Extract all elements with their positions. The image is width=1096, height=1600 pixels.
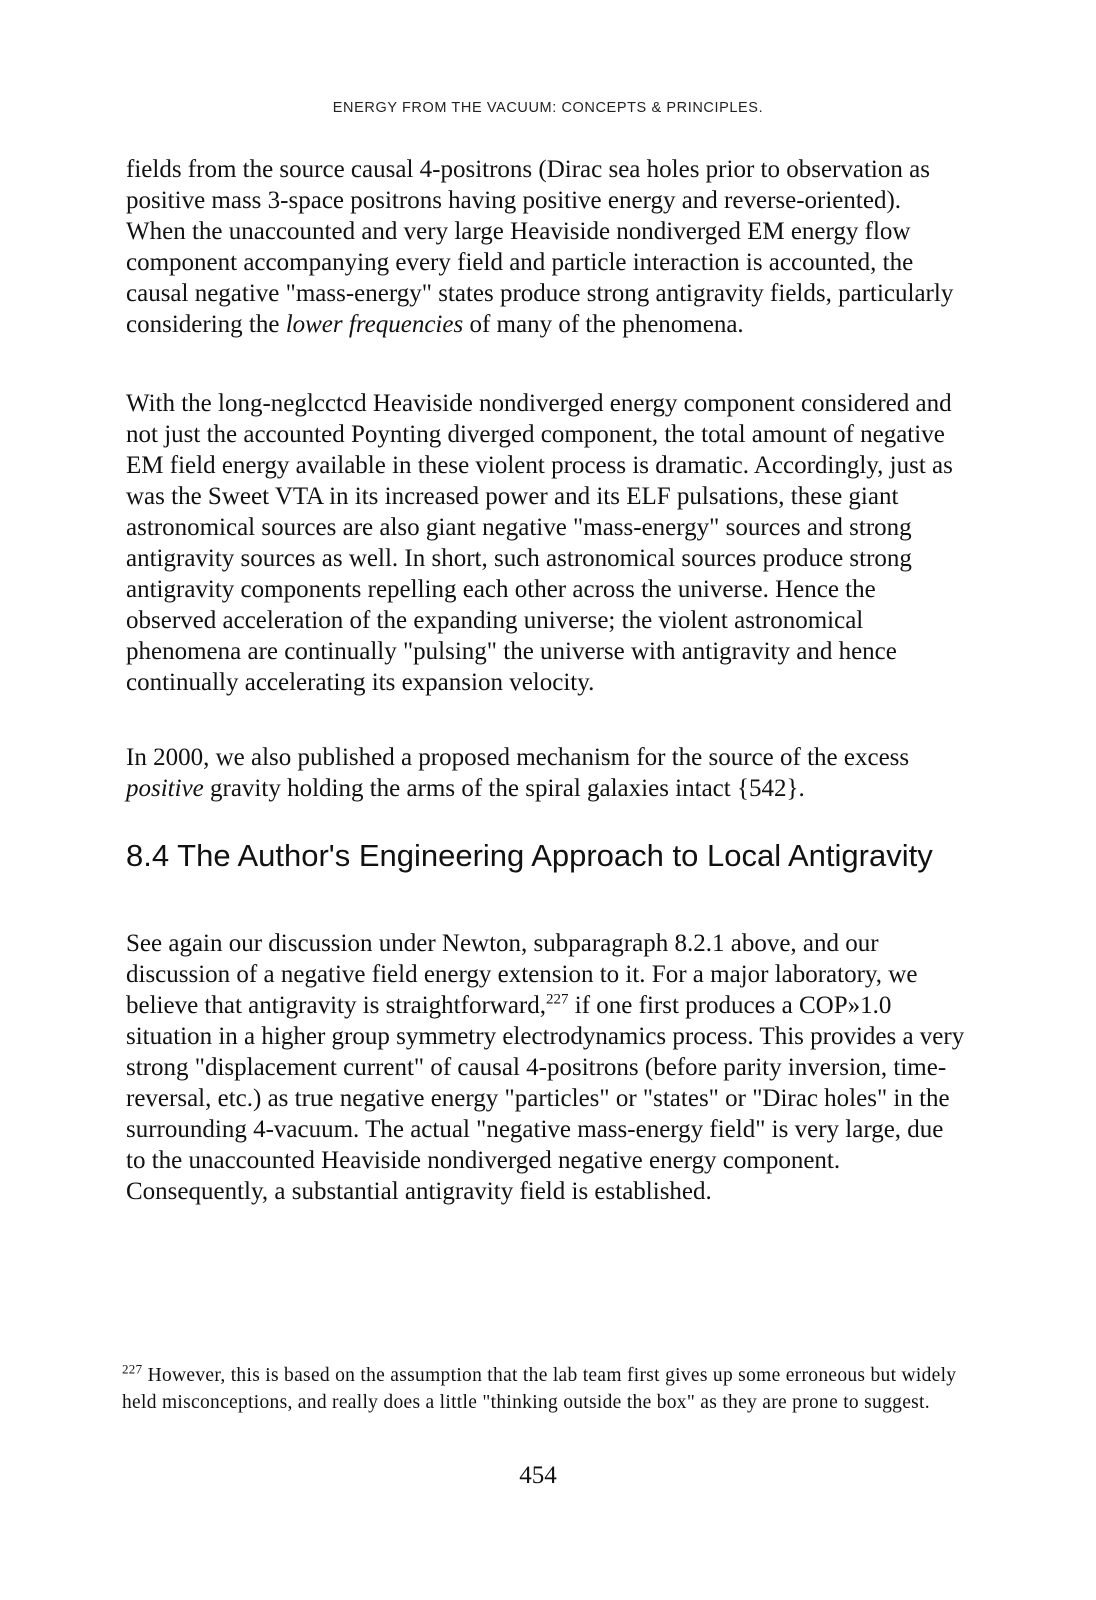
paragraph-1: [126, 154, 966, 340]
footnote: [122, 1362, 972, 1416]
footnote-number: 227: [122, 1361, 143, 1377]
footnote-reference: 227: [546, 991, 569, 1008]
paragraph-4-text-b: if one first produces a COP»1.0 situation in a higher group symmetry electrodynamics process. This provides a very strong "displacement current" of causal 4-positrons (before parity inversion, time-reversal, etc.) as true negative energy "particles" or "states" or "Dirac holes" in the surrounding 4-vacuum. The actual "negative mass-energy field" is very large, due to the unaccounted Heaviside nondiverged negative energy component. Consequently, a substantial antigravity field is established.: [126, 992, 965, 1205]
paragraph-4-text-a: See again our discussion under Newton, subparagraph 8.2.1 above, and our discussion of a negative field energy extension to it. For a major laboratory, we believe that antigravity is straightforward,: [126, 930, 918, 1019]
paragraph-1-text-a: fields from the source causal 4-positrons (Dirac sea holes prior to observation as positive mass 3-space positrons having positive energy and reverse-oriented). When the unaccounted and very large Heaviside nondiverged EM energy flow component accompanying every field and particle interaction is accounted, the causal negative "mass-energy" states produce strong antigravity fields, particularly considering the: [126, 156, 954, 338]
paragraph-1-emphasis: lower frequencies: [285, 311, 464, 338]
page-number: 454: [519, 1462, 557, 1489]
running-header: ENERGY FROM THE VACUUM: CONCEPTS & PRINCIPLES.: [332, 100, 764, 116]
paragraph-4: [126, 928, 966, 1207]
paragraph-3-text-b: gravity holding the arms of the spiral galaxies intact {542}.: [203, 775, 805, 802]
paragraph-3-text-a: In 2000, we also published a proposed mechanism for the source of the excess: [126, 744, 910, 771]
paragraph-1-text-b: of many of the phenomena.: [463, 311, 744, 338]
paragraph-2: With the long-neglcctcd Heaviside nondiverged energy component considered and not just the accounted Poynting diverged component, the total amount of negative EM field energy available in these violent process is dramatic. Accordingly, just as was the Sweet VTA in its increased power and its ELF pulsations, these giant astronomical sources are also giant negative "mass-energy" sources and strong antigravity sources as well. In short, such astronomical sources produce strong antigravity components repelling each other across the universe. Hence the observed acceleration of the expanding universe; the violent astronomical phenomena are continually "pulsing" the universe with antigravity and hence continually accelerating its expansion velocity.: [126, 390, 953, 696]
section-heading: 8.4 The Author's Engineering Approach to Local Antigravity: [126, 838, 933, 873]
paragraph-3: [126, 742, 966, 804]
paragraph-3-emphasis: positive: [126, 775, 204, 802]
footnote-text: However, this is based on the assumption that the lab team first gives up some erroneous but widely held misconceptions, and really does a little "thinking outside the box" as they are prone to suggest.: [122, 1365, 957, 1413]
